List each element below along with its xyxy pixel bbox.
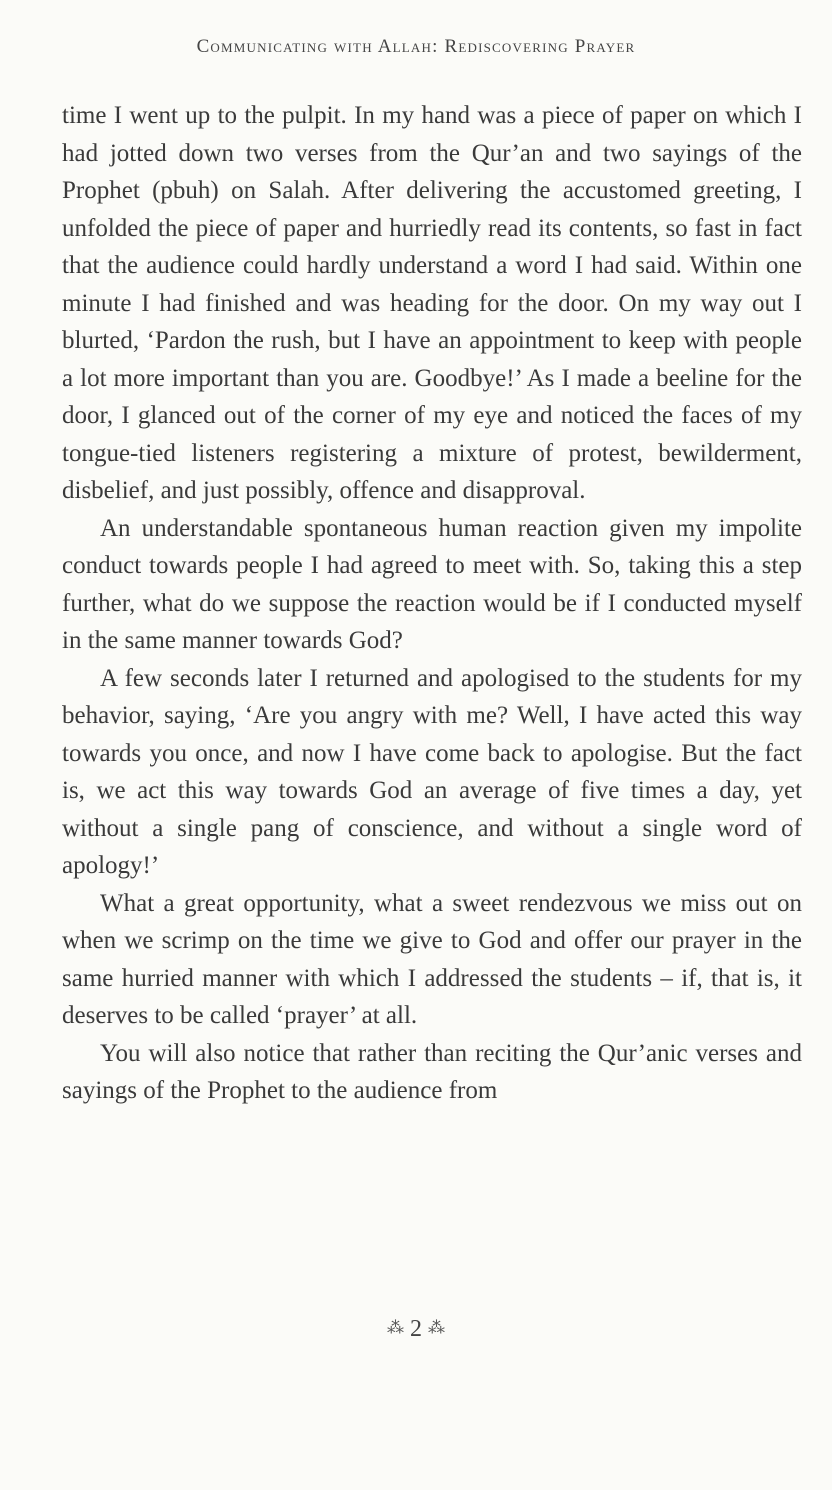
paragraph-2: An understandable spontaneous human reaction given my impolite conduct towards people I had agreed to meet with. So, taking this a step further, what do we suppose the reaction would be if I conducted myself in the same manner towards God? xyxy=(62,514,802,654)
paragraph-4: What a great opportunity, what a sweet rendezvous we miss out on when we scrimp on the time we give to God and offer our prayer in the same hurried manner with which I addressed the students – if, that is, it deserves to be called ‘prayer’ at all. xyxy=(62,889,802,1029)
paragraph-1: time I went up to the pulpit. In my hand was a piece of paper on which I had jotted down two verses from the Qur’an and two sayings of the Prophet (pbuh) on Salah. After delivering the accustomed greeting, I unfolded the piece of paper and hurriedly read its contents, so fast in fact that the audience could hardly understand a word I had said. Within one minute I had finished and was heading for the door. On my way out I blurted, ‘Pardon the rush, but I have an appointment to keep with people a lot more important than you are. Goodbye!’ As I made a beeline for the door, I glanced out of the corner of my eye and noticed the faces of my tongue-tied listeners registering a mixture of protest, bewilderment, disbelief, and just possibly, offence and disapproval. xyxy=(62,102,802,504)
ornament-left-icon: ⁂ xyxy=(387,1318,404,1337)
ornament-right-icon: ⁂ xyxy=(428,1318,445,1337)
page-number: 2 xyxy=(410,1316,422,1342)
running-head: Communicating with Allah: Rediscovering Prayer xyxy=(196,36,636,57)
page-footer xyxy=(0,1316,832,1343)
paragraph-5: You will also notice that rather than reciting the Qur’anic verses and sayings of the Prophet to the audience from xyxy=(62,1039,802,1104)
paragraph-3: A few seconds later I returned and apologised to the students for my behavior, saying, ‘Are you angry with me? Well, I have acted this way towards you once, and now I have come back to apologise. But the fact is, we act this way towards God an average of five times a day, yet without a single pang of conscience, and without a single word of apology!’ xyxy=(62,664,802,879)
body-text xyxy=(62,97,802,1110)
